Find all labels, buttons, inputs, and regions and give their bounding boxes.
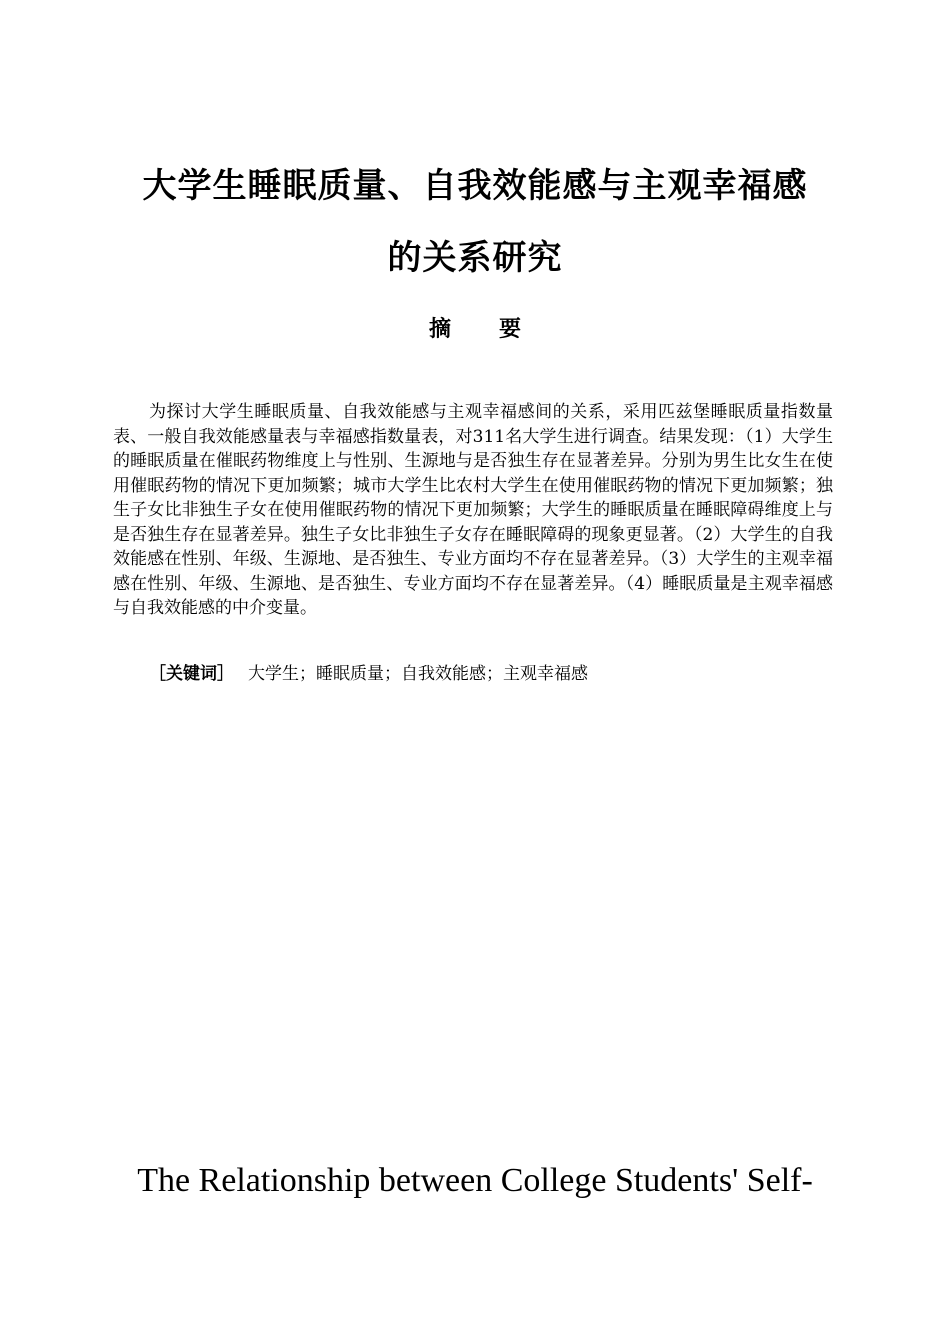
abstract-heading xyxy=(0,312,950,343)
keywords xyxy=(149,662,839,686)
abstract-heading-char-2: 要 xyxy=(499,317,522,342)
abstract-heading-char-1: 摘 xyxy=(428,317,451,342)
title-line-1: 大学生睡眠质量、自我效能感与主观幸福感 xyxy=(142,166,808,206)
keywords-label: ［关键词］ xyxy=(149,664,234,684)
english-title-line-1: The Relationship between College Students' Self- xyxy=(137,1162,813,1199)
abstract-body: 为探讨大学生睡眠质量、自我效能感与主观幸福感间的关系，采用匹兹堡睡眠质量指数量表、一般自我效能感量表与幸福感指数量表，对311名大学生进行调查。结果发现：（1）大学生的睡眠质量在催眠药物维度上与性别、生源地与是否独生存在显著差异。分别为男生比女生在使用催眠药物的情况下更加频繁；城市大学生比农村大学生在使用催眠药物的情况下更加频繁；独生子女比非独生子女在使用催眠药物的情况下更加频繁；大学生的睡眠质量在睡眠障碍维度上与是否独生存在显著差异。独生子女比非独生子女存在睡眠障碍的现象更显著。（2）大学生的自我效能感在性别、年级、生源地、是否独生、专业方面均不存在显著差异。（3）大学生的主观幸福感在性别、年级、生源地、是否独生、专业方面均不存在显著差异。（4）睡眠质量是主观幸福感与自我效能感的中介变量。 xyxy=(113,402,833,618)
keywords-text: 大学生；睡眠质量；自我效能感；主观幸福感 xyxy=(248,664,588,684)
title-line-2: 的关系研究 xyxy=(387,238,563,278)
